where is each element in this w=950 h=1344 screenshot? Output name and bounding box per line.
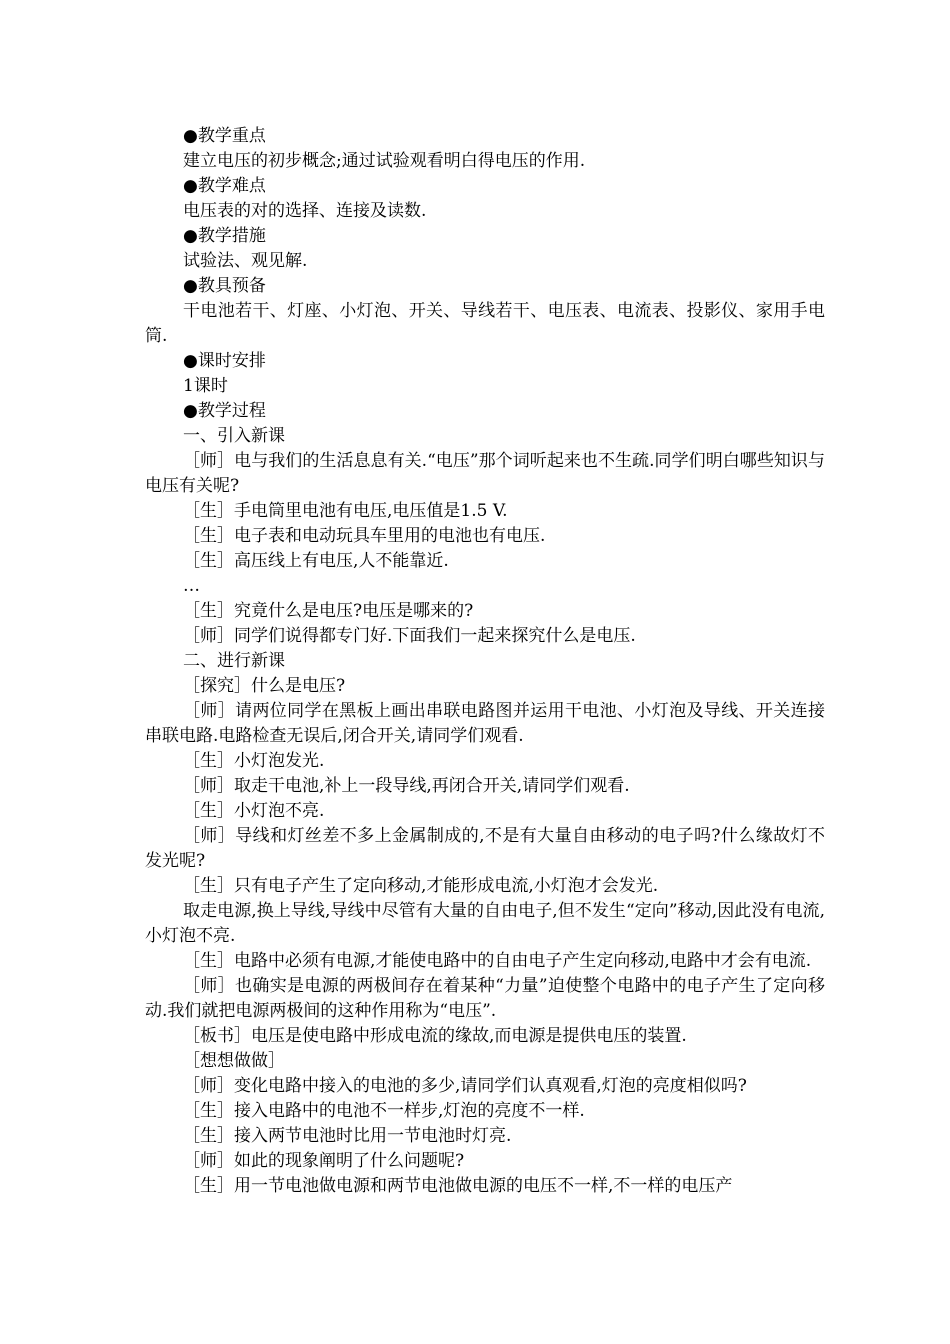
heading-teaching-process: ●教学过程 [183, 401, 266, 421]
dialogue-line: ［生］小灯泡发光. [183, 751, 325, 771]
lesson-plan-body [145, 124, 825, 1199]
paragraph: 试验法、观见解. [183, 251, 308, 271]
paragraph: 干电池若干、灯座、小灯泡、开关、导线若干、电压表、电流表、投影仪、家用手电筒. [145, 301, 825, 346]
dialogue-line: ［师］变化电路中接入的电池的多少,请同学们认真观看,灯泡的亮度相似吗? [183, 1076, 747, 1096]
heading-class-schedule: ●课时安排 [183, 351, 266, 371]
section-title: 一、引入新课 [183, 426, 285, 446]
ellipsis: … [183, 576, 200, 596]
dialogue-line: ［师］如此的现象阐明了什么问题呢? [183, 1151, 465, 1171]
dialogue-line: ［生］用一节电池做电源和两节电池做电源的电压不一样,不一样的电压产 [183, 1176, 733, 1196]
dialogue-line: ［生］接入两节电池时比用一节电池时灯亮. [183, 1126, 512, 1146]
dialogue-line: ［生］电路中必须有电源,才能使电路中的自由电子产生定向移动,电路中才会有电流. [183, 951, 812, 971]
paragraph: 电压表的对的选择、连接及读数. [183, 201, 427, 221]
dialogue-line: ［生］只有电子产生了定向移动,才能形成电流,小灯泡才会发光. [183, 876, 659, 896]
dialogue-line: ［生］手电筒里电池有电压,电压值是1.5 V. [183, 501, 508, 521]
heading-teaching-aids: ●教具预备 [183, 276, 266, 296]
dialogue-line: ［想想做做］ [183, 1051, 285, 1071]
paragraph: 建立电压的初步概念;通过试验观看明白得电压的作用. [183, 151, 586, 171]
dialogue-line: ［生］高压线上有电压,人不能靠近. [183, 551, 449, 571]
heading-teaching-focus: ●教学重点 [183, 126, 266, 146]
section-title: 二、进行新课 [183, 651, 285, 671]
dialogue-line: ［师］请两位同学在黑板上画出串联电路图并运用干电池、小灯泡及导线、开关连接串联电路.电路检查无误后,闭合开关,请同学们观看. [145, 701, 825, 746]
heading-teaching-measures: ●教学措施 [183, 226, 266, 246]
paragraph: 取走电源,换上导线,导线中尽管有大量的自由电子,但不发生“定向”移动,因此没有电流,小灯泡不亮. [145, 901, 825, 946]
dialogue-line: ［生］小灯泡不亮. [183, 801, 325, 821]
dialogue-line: ［生］究竟什么是电压?电压是哪来的? [183, 601, 474, 621]
dialogue-line: ［师］同学们说得都专门好.下面我们一起来探究什么是电压. [183, 626, 636, 646]
dialogue-line: ［探究］什么是电压? [183, 676, 346, 696]
dialogue-line: ［板书］电压是使电路中形成电流的缘故,而电源是提供电压的装置. [183, 1026, 687, 1046]
paragraph: 1课时 [183, 376, 228, 396]
dialogue-line: ［师］也确实是电源的两极间存在着某种“力量”迫使整个电路中的电子产生了定向移动.我们就把电源两极间的这种作用称为“电压”. [145, 976, 825, 1021]
dialogue-line: ［生］接入电路中的电池不一样步,灯泡的亮度不一样. [183, 1101, 585, 1121]
dialogue-line: ［生］电子表和电动玩具车里用的电池也有电压. [183, 526, 546, 546]
dialogue-line: ［师］导线和灯丝差不多上金属制成的,不是有大量自由移动的电子吗?什么缘故灯不发光呢? [145, 826, 825, 871]
dialogue-line: ［师］电与我们的生活息息有关.“电压”那个词听起来也不生疏.同学们明白哪些知识与电压有关呢? [145, 451, 825, 496]
heading-teaching-difficulty: ●教学难点 [183, 176, 266, 196]
dialogue-line: ［师］取走干电池,补上一段导线,再闭合开关,请同学们观看. [183, 776, 630, 796]
